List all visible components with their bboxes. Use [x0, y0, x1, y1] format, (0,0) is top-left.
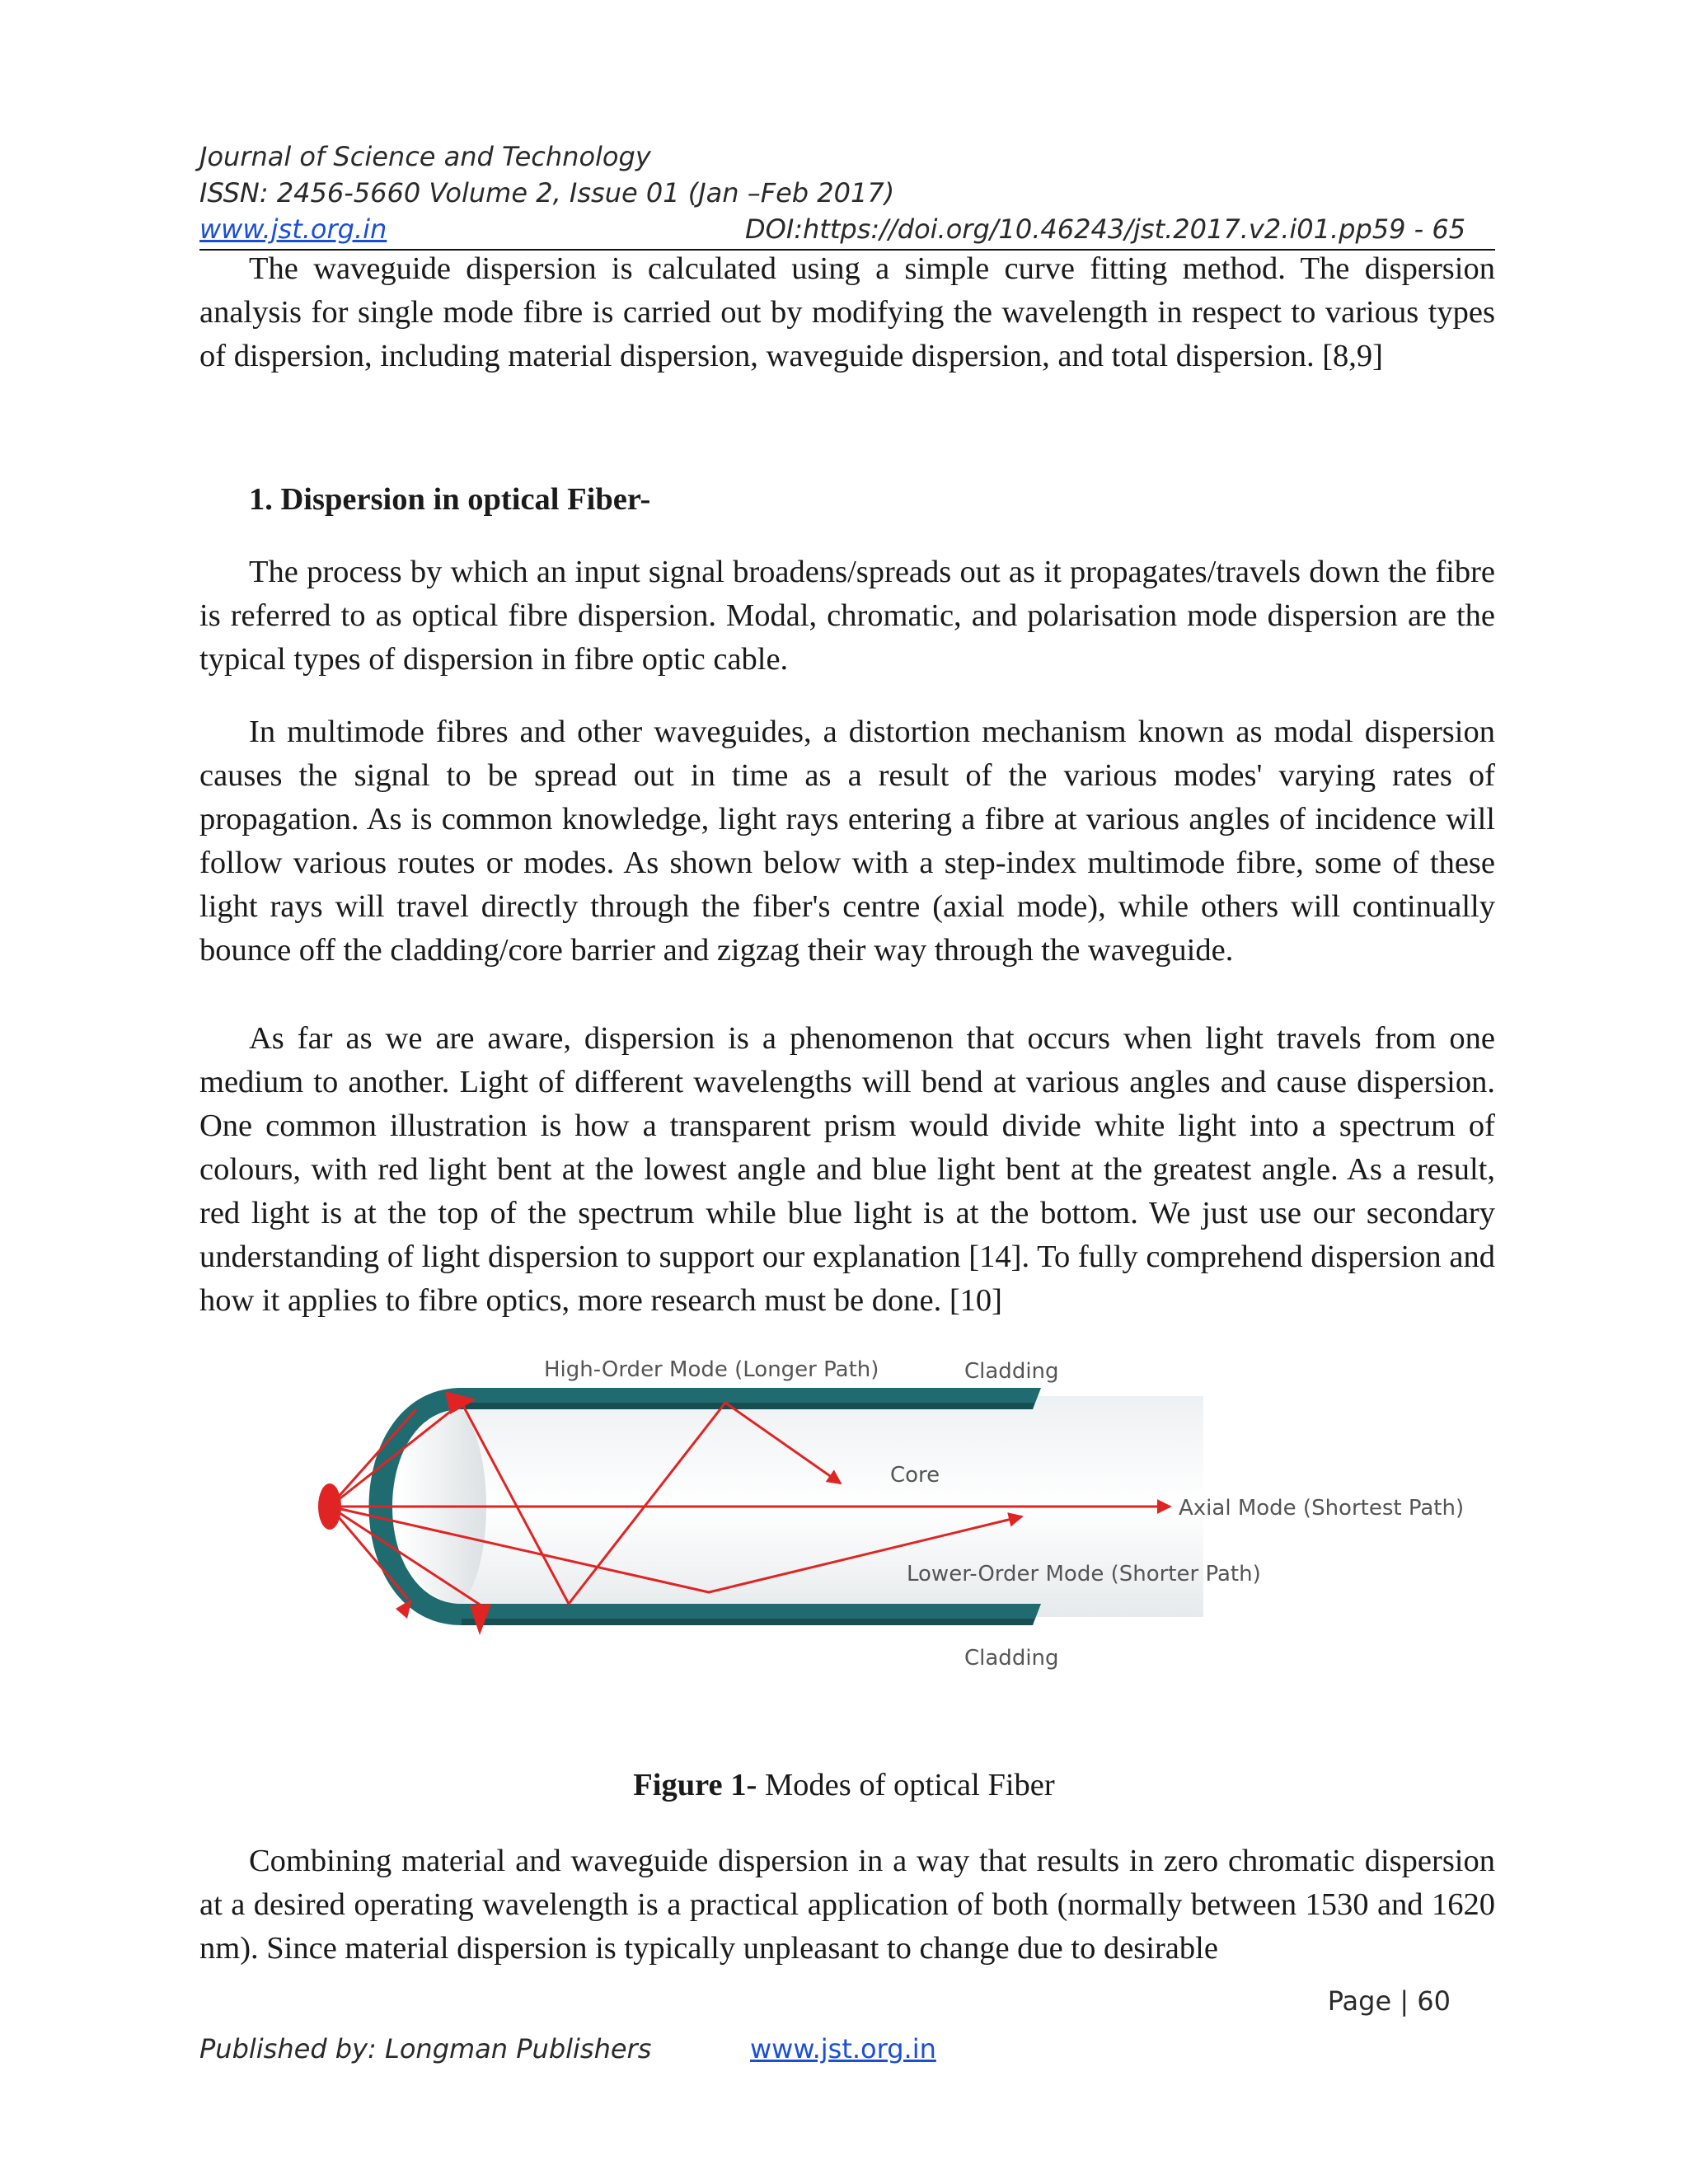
journal-issn: ISSN: 2456-5660 Volume 2, Issue 01 (Jan –Feb 2017)	[199, 177, 895, 209]
section-heading: 1. Dispersion in optical Fiber-	[249, 482, 651, 517]
publisher-credit: Published by: Longman Publishers	[199, 2033, 652, 2064]
figure-caption-label: Figure 1-	[633, 1768, 757, 1802]
paragraph-modal-dispersion: In multimode fibres and other waveguides, a distortion mechanism known as modal dispersion causes the signal to be spread out in time as a result of the various modes' varying rates of propagation. As is common knowledge, light rays entering a fibre at various angles of incidence will follow various routes or modes. As shown below with a step-index multimode fibre, some of these light rays will travel directly through the fiber's centre (axial mode), while others will continually bounce off the cladding/core barrier and zigzag their way through the waveguide.	[199, 715, 1495, 968]
fiber-modes-figure	[305, 1352, 1465, 1714]
label-cladding-top: Cladding	[964, 1359, 1059, 1384]
label-lower-order-mode: Lower-Order Mode (Shorter Path)	[907, 1562, 1261, 1586]
paragraph-dispersion-definition: The process by which an input signal broadens/spreads out as it propagates/travels down the fibre is referred to as optical fibre dispersion. Modal, chromatic, and polarisation mode dispersion are the typical types of dispersion in fibre optic cable.	[199, 555, 1495, 677]
intro-paragraph: The waveguide dispersion is calculated using a simple curve fitting method. The dispersion analysis for single mode fibre is carried out by modifying the wavelength in respect to various types of dispersion, including material dispersion, waveguide dispersion, and total dispersion. [8,9]	[199, 251, 1495, 373]
label-cladding-bottom: Cladding	[964, 1646, 1059, 1671]
journal-title: Journal of Science and Technology	[199, 141, 651, 172]
paragraph-zero-dispersion: Combining material and waveguide dispersion in a way that results in zero chromatic dispersion at a desired operating wavelength is a practical application of both (normally between 1530 and 1620 nm). Since material dispersion is typically unpleasant to change due to desirable	[199, 1844, 1495, 1966]
label-high-order-mode: High-Order Mode (Longer Path)	[544, 1357, 879, 1382]
footer-url-link[interactable]: www.jst.org.in	[750, 2033, 936, 2064]
header-links-row	[199, 211, 1495, 251]
page-number: Page | 60	[1327, 1985, 1451, 2017]
header-doi: DOI:https://doi.org/10.46243/jst.2017.v2.i01.pp59 - 65	[745, 213, 1466, 245]
figure-caption	[0, 1764, 1688, 1807]
label-axial-mode: Axial Mode (Shortest Path)	[1179, 1496, 1465, 1521]
figure-caption-text: Modes of optical Fiber	[757, 1768, 1055, 1802]
label-core: Core	[890, 1463, 940, 1488]
header-url-link[interactable]: www.jst.org.in	[199, 213, 387, 245]
paragraph-light-dispersion: As far as we are aware, dispersion is a phenomenon that occurs when light travels from one medium to another. Light of different wavelengths will bend at various angles and cause dispersion. One common illustration is how a transparent prism would divide white light into a spectrum of colours, with red light bent at the lowest angle and blue light bent at the greatest angle. As a result, red light is at the top of the spectrum while blue light is at the bottom. We just use our secondary understanding of light dispersion to support our explanation [14]. To fully comprehend dispersion and how it applies to fibre optics, more research must be done. [10]	[199, 1021, 1495, 1318]
